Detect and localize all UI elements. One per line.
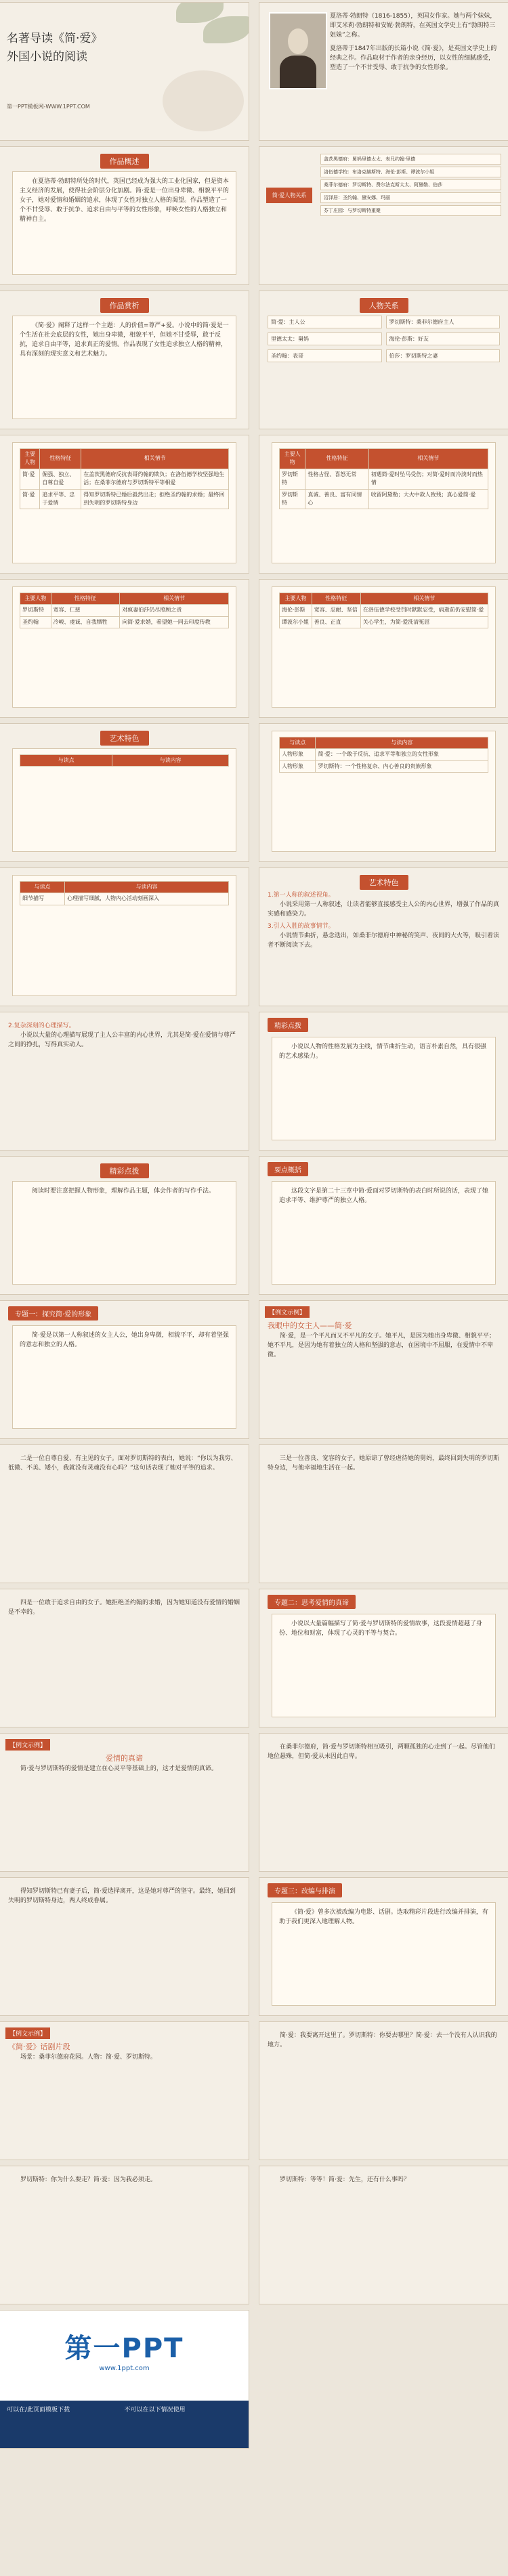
section-header: 要点概括 xyxy=(268,1162,308,1176)
table-cell: 真诚、善良、富有同情心 xyxy=(305,489,368,509)
case-title: 爱情的真谛 xyxy=(106,1754,143,1763)
slide-case xyxy=(0,1734,249,1871)
mind-map-branch: 沼泽居：圣约翰、黛安娜、玛丽 xyxy=(320,192,501,203)
table-row xyxy=(280,489,488,509)
table-header: 相关情节 xyxy=(120,593,229,605)
slide-overview xyxy=(0,147,249,284)
slide-topic xyxy=(0,1301,249,1438)
body-text: 阅读时要注意把握人物形象，理解作品主题，体会作者的写作手法。 xyxy=(32,1188,215,1195)
table-cell: 向简·爱求婚，希望她一同去印度传教 xyxy=(120,616,229,628)
slide-case xyxy=(0,1878,249,2015)
table-cell: 人物形象 xyxy=(280,749,316,760)
mind-map-branches xyxy=(320,154,501,218)
table-box xyxy=(12,586,236,708)
footer-bar xyxy=(0,2401,249,2448)
table-row xyxy=(20,616,229,628)
body-text: 在夏洛蒂·勃朗特所处的时代，英国已经成为强大的工业化国家，但是资本主义经济的发展，使得社会阶层分化加剧。简·爱是一位出身卑微、相貌平平的女子，她对爱情和婚姻的追求，体现了女性对独立人格的渴望。作品塑造了一个不甘受辱、敢于抗争、追求自由与平等的女性形象，呼唤女性的人格独立和精神自主。 xyxy=(20,178,229,223)
slide-topic xyxy=(259,1878,508,2015)
mind-map-branch: 芬丁庄园：与罗切斯特重聚 xyxy=(320,205,501,216)
roles-row xyxy=(268,349,500,362)
body-text: 简·爱是以第一人称叙述的女主人公，她出身卑微，相貌平平，却有着坚强的意志和独立的人格。 xyxy=(20,1332,229,1348)
table-row xyxy=(20,469,229,489)
table-cell: 圣约翰 xyxy=(20,616,51,628)
body-text: 《简·爱》曾多次被改编为电影、话剧。选取精彩片段进行改编并排演，有助于我们更深入地理解人物。 xyxy=(279,1909,488,1925)
table-cell: 善良、正直 xyxy=(312,616,360,628)
slide-title xyxy=(0,3,249,140)
slide-art-table xyxy=(0,724,249,861)
content-box xyxy=(272,1037,496,1140)
case-paragraph: 得知罗切斯特已有妻子后，简·爱选择离开，这是她对尊严的坚守。最终，她回到失明的罗切斯特身边，两人终成眷属。 xyxy=(8,1888,236,1904)
table-header: 与读点 xyxy=(20,882,65,893)
table-box xyxy=(12,748,236,852)
case-paragraph: 场景：桑菲尔德府花园。人物：简·爱、罗切斯特。 xyxy=(20,2054,156,2061)
slide-topic xyxy=(259,1589,508,1727)
case-title: 《简·爱》话剧片段 xyxy=(8,2042,70,2051)
slide-case xyxy=(259,2022,508,2160)
table-row xyxy=(20,489,229,509)
content-box xyxy=(272,1902,496,2006)
page-title xyxy=(7,30,102,66)
roles-list xyxy=(268,316,500,366)
art-text xyxy=(8,1022,240,1053)
table-row xyxy=(280,616,488,628)
case-paragraph: 简·爱与罗切斯特的爱情是建立在心灵平等基础上的，这才是爱情的真谛。 xyxy=(20,1765,217,1772)
table-cell: 得知罗切斯特已婚后毅然出走；拒绝圣约翰的求婚；最终回到失明的罗切斯特身边 xyxy=(81,489,229,509)
brand-url: www.1ppt.com xyxy=(99,2365,150,2372)
case-paragraph: 简·爱：我要离开这里了。罗切斯特：你要去哪里？简·爱：去一个没有人认识我的地方。 xyxy=(268,2032,497,2048)
table-cell: 宽容、仁慈 xyxy=(51,605,120,616)
slide-case xyxy=(259,2166,508,2304)
case-paragraph: 罗切斯特：等等！简·爱：先生，还有什么事吗？ xyxy=(280,2176,410,2183)
case-paragraph: 四是一位敢于追求自由的女子。她拒绝圣约翰的求婚，因为她知道没有爱情的婚姻是不幸的。 xyxy=(8,1600,240,1616)
role-card: 圣约翰：表哥 xyxy=(268,349,382,362)
slide-table xyxy=(259,435,508,573)
table-cell: 在洛伍德学校受罚时默默忍受，病逝前仍安慰简·爱 xyxy=(360,605,488,616)
slide-topic xyxy=(259,1157,508,1294)
body-text: 小说以大量篇幅描写了简·爱与罗切斯特的爱情故事，这段爱情超越了身份、地位和财富，体现了心灵的平等与契合。 xyxy=(279,1620,482,1637)
table-cell: 罗切斯特 xyxy=(280,469,305,489)
mind-map-branch: 洛伍德学校：布洛克赫斯特、海伦·彭斯、谭波尔小姐 xyxy=(320,167,501,177)
art-text xyxy=(268,891,500,953)
slide-case xyxy=(259,1734,508,1871)
art-paragraph: 小说以大量的心理描写展现了主人公丰富的内心世界，尤其是简·爱在爱情与尊严之间的挣扎，写得真实动人。 xyxy=(8,1031,236,1048)
table-header: 性格特征 xyxy=(312,593,360,605)
table-cell: 罗切斯特：一个性格复杂、内心善良的贵族形象 xyxy=(316,760,488,772)
content-box xyxy=(272,1181,496,1285)
case-text xyxy=(8,1887,240,1909)
table-cell: 倔强、独立、自尊自爱 xyxy=(40,469,81,489)
table-box xyxy=(12,875,236,996)
table-header: 性格特征 xyxy=(51,593,120,605)
portrait-face xyxy=(288,28,308,54)
slide-case xyxy=(0,1445,249,1583)
table-header: 相关情节 xyxy=(81,449,229,469)
case-paragraph: 二是一位自尊自爱、有主见的女子。面对罗切斯特的表白，她说：“你以为我穷、低微、不美、矮小，我就没有灵魂没有心吗？”这句话表现了她对平等的追求。 xyxy=(8,1455,237,1472)
table-cell: 在盖茨黑德府反抗表哥约翰的欺负；在洛伍德学校坚强地生活；在桑菲尔德府与罗切斯特平等相爱 xyxy=(81,469,229,489)
art-point: 1.第一人称的叙述视角。 xyxy=(268,892,335,899)
slide-author xyxy=(259,3,508,140)
slide-relations xyxy=(259,291,508,429)
case-paragraph: 简·爱，是一个平凡而又不平凡的女子。她平凡，是因为她出身卑微、相貌平平；她不平凡，是因为她有着独立的人格和坚强的意志，在困境中不屈服，在爱情中不卑微。 xyxy=(268,1333,495,1358)
section-header: 专题三：改编与排演 xyxy=(268,1883,342,1897)
slide-mindmap xyxy=(259,147,508,284)
section-header: 艺术特色 xyxy=(100,731,149,746)
table-box xyxy=(12,442,236,563)
content-box xyxy=(12,1325,236,1429)
role-card: 里德太太：舅妈 xyxy=(268,332,382,345)
table-header: 主要人物 xyxy=(280,449,305,469)
case-text xyxy=(268,1332,500,1363)
slide-highlight xyxy=(0,1157,249,1294)
table-box xyxy=(272,731,496,852)
table-cell: 初遇简·爱时坠马受伤；对简·爱时而冷淡时而热情 xyxy=(368,469,488,489)
bio-paragraph: 夏洛蒂·勃朗特（1816-1855），英国女作家。她与两个妹妹，即艾米莉·勃朗特和安妮·勃朗特，在英国文学史上有“勃朗特三姐妹”之称。 xyxy=(330,13,496,39)
case-text xyxy=(268,2032,500,2053)
table-cell: 追求平等、忠于爱情 xyxy=(40,489,81,509)
character-table xyxy=(20,593,229,628)
table-cell: 人物形象 xyxy=(280,760,316,772)
section-header: 艺术特色 xyxy=(360,875,408,890)
author-bio xyxy=(330,12,500,73)
role-card: 海伦·彭斯：好友 xyxy=(386,332,501,345)
table-header: 与读内容 xyxy=(316,737,488,749)
body-text: 这段文字是第二十三章中简·爱面对罗切斯特的表白时所说的话，表现了她追求平等、维护尊严的独立人格。 xyxy=(279,1188,488,1204)
mind-map xyxy=(266,154,501,278)
slide-case xyxy=(259,1301,508,1438)
body-text: 小说以人物的性格发展为主线，情节曲折生动，语言朴素自然，具有很强的艺术感染力。 xyxy=(279,1044,487,1060)
slide-art-table xyxy=(259,724,508,861)
table-header: 与读点 xyxy=(20,755,112,767)
slide-case xyxy=(0,2022,249,2160)
table-row xyxy=(20,893,229,905)
slide-case xyxy=(0,1589,249,1727)
table-cell: 罗切斯特 xyxy=(20,605,51,616)
case-tag: 【例文示例】 xyxy=(5,2027,50,2039)
section-header: 精彩点拨 xyxy=(268,1018,308,1032)
section-header: 精彩点拨 xyxy=(100,1163,149,1178)
table-header: 性格特征 xyxy=(40,449,81,469)
table-cell: 海伦·彭斯 xyxy=(280,605,312,616)
case-text xyxy=(8,1765,240,1777)
table-header: 性格特征 xyxy=(305,449,368,469)
roles-row xyxy=(268,316,500,328)
case-text xyxy=(8,2176,240,2188)
table-row xyxy=(20,605,229,616)
table-cell: 关心学生，为简·爱洗清冤屈 xyxy=(360,616,488,628)
case-text xyxy=(268,1455,500,1476)
role-card: 伯莎：罗切斯特之妻 xyxy=(386,349,501,362)
title-line: 名著导读《简·爱》 xyxy=(7,32,103,45)
mind-map-branch: 盖茨黑德府：舅妈里德太太、表兄约翰·里德 xyxy=(320,154,501,165)
case-text xyxy=(8,1599,240,1620)
slide-case xyxy=(259,1445,508,1583)
table-box xyxy=(272,586,496,708)
table-cell: 罗切斯特 xyxy=(280,489,305,509)
table-header: 与读内容 xyxy=(112,755,229,767)
slide-table xyxy=(0,580,249,717)
table-cell: 简·爱 xyxy=(20,489,40,509)
mind-map-branch: 桑菲尔德府：罗切斯特、费尔法克斯太太、阿黛勒、伯莎 xyxy=(320,179,501,190)
table-header: 主要人物 xyxy=(20,449,40,469)
slide-table xyxy=(259,580,508,717)
table-row xyxy=(280,760,488,772)
character-table xyxy=(279,448,488,509)
content-box xyxy=(272,1614,496,1717)
content-box xyxy=(12,316,236,419)
art-paragraph: 小说采用第一人称叙述，让读者能够直接感受主人公的内心世界，增强了作品的真实感和感染力。 xyxy=(268,901,500,918)
slide-table xyxy=(0,435,249,573)
portrait-body xyxy=(280,56,316,88)
source-text: 第一PPT模板网-WWW.1PPT.COM xyxy=(7,104,90,110)
table-row xyxy=(280,469,488,489)
case-text xyxy=(8,2053,240,2065)
slide-art-feature xyxy=(259,868,508,1006)
slide-art-feature xyxy=(0,1012,249,1150)
slide-case xyxy=(0,2166,249,2304)
body-text: 《简·爱》阐释了这样一个主题：人的价值=尊严+爱。小说中的简·爱是一个生活在社会底层的女性，她出身卑微，相貌平平，但她不甘受辱，敢于反抗，追求自由平等，追求真正的爱情。作品表现了女性追求独立人格的精神，具有深刻的现实意义和艺术魅力。 xyxy=(20,322,229,358)
section-header: 人物关系 xyxy=(360,298,408,313)
table-cell: 简·爱：一个敢于反抗、追求平等和独立的女性形象 xyxy=(316,749,488,760)
role-card: 罗切斯特：桑菲尔德府主人 xyxy=(386,316,501,328)
stain-decoration xyxy=(163,70,244,131)
table-box xyxy=(272,442,496,563)
brand-logo: 第一PPT xyxy=(64,2333,184,2364)
table-header: 与读内容 xyxy=(65,882,229,893)
case-title: 我眼中的女主人——简·爱 xyxy=(268,1321,352,1330)
subtitle-line: 外国小说的阅读 xyxy=(7,50,87,64)
footer-text: 可以在/此页面模板下载 xyxy=(7,2407,70,2413)
case-paragraph: 罗切斯特：你为什么要走？简·爱：因为我必须走。 xyxy=(20,2176,156,2183)
role-card: 简·爱：主人公 xyxy=(268,316,382,328)
content-box xyxy=(12,171,236,275)
table-cell: 宽容、忍耐、坚信 xyxy=(312,605,360,616)
case-text xyxy=(268,2176,500,2188)
table-cell: 心理描写细腻，人物内心活动刻画深入 xyxy=(65,893,229,905)
table-row xyxy=(280,605,488,616)
table-row xyxy=(280,749,488,760)
character-table xyxy=(279,593,488,628)
case-text xyxy=(268,1743,500,1765)
reading-table xyxy=(279,737,488,773)
table-header: 相关情节 xyxy=(360,593,488,605)
art-paragraph: 小说情节曲折，悬念迭出，如桑菲尔德府中神秘的笑声、夜间的大火等，吸引着读者不断阅读下去。 xyxy=(268,932,500,949)
table-cell: 冷峻、虔诚、自我牺牲 xyxy=(51,616,120,628)
slide-art-table xyxy=(0,868,249,1006)
case-paragraph: 在桑菲尔德府，简·爱与罗切斯特相互吸引，两颗孤独的心走到了一起。尽管他们地位悬殊，但简·爱从未因此自卑。 xyxy=(268,1744,495,1760)
mind-map-root: 简·爱人物关系 xyxy=(266,188,312,203)
table-cell: 性格古怪、喜怒无常 xyxy=(305,469,368,489)
case-tag: 【例文示例】 xyxy=(5,1739,50,1751)
reading-table xyxy=(20,881,229,905)
case-paragraph: 三是一位善良、宽容的女子。她原谅了曾经虐待她的舅妈，最终回到失明的罗切斯特身边，与他幸福地生活在一起。 xyxy=(268,1455,500,1472)
section-header: 专题一：探究简·爱的形象 xyxy=(8,1306,98,1321)
slide-appreciation xyxy=(0,291,249,429)
art-point: 3.引人入胜的故事情节。 xyxy=(268,922,335,930)
table-header: 主要人物 xyxy=(280,593,312,605)
table-cell: 简·爱 xyxy=(20,469,40,489)
roles-row xyxy=(268,332,500,345)
footer-text: 不可以在以下情况使用 xyxy=(124,2407,186,2413)
table-header: 相关情节 xyxy=(368,449,488,469)
bio-paragraph: 夏洛蒂于1847年出版的长篇小说《简·爱》，是英国文学史上的经典之作。作品取材于作者的亲身经历，以女性的细腻感受，塑造了一个不甘受辱、敢于抗争的女性形象。 xyxy=(330,45,497,71)
section-header: 作品概述 xyxy=(100,154,149,169)
table-cell: 谭波尔小姐 xyxy=(280,616,312,628)
table-cell: 收留阿黛勒；大火中救人致残；真心爱简·爱 xyxy=(368,489,488,509)
section-header: 专题二：思考爱情的真谛 xyxy=(268,1595,356,1609)
section-header: 作品赏析 xyxy=(100,298,149,313)
character-table xyxy=(20,448,229,509)
art-point: 2.复杂深刻的心理描写。 xyxy=(8,1023,75,1029)
table-cell: 对疯妻伯莎仍尽照顾之责 xyxy=(120,605,229,616)
table-cell: 细节描写 xyxy=(20,893,65,905)
case-text xyxy=(8,1455,240,1476)
slide-highlight xyxy=(259,1012,508,1150)
reading-table xyxy=(20,754,229,767)
table-header: 与读点 xyxy=(280,737,316,749)
slide-end xyxy=(0,2311,249,2448)
content-box xyxy=(12,1181,236,1285)
table-header: 主要人物 xyxy=(20,593,51,605)
case-tag: 【例文示例】 xyxy=(265,1306,310,1318)
author-portrait xyxy=(269,12,327,89)
